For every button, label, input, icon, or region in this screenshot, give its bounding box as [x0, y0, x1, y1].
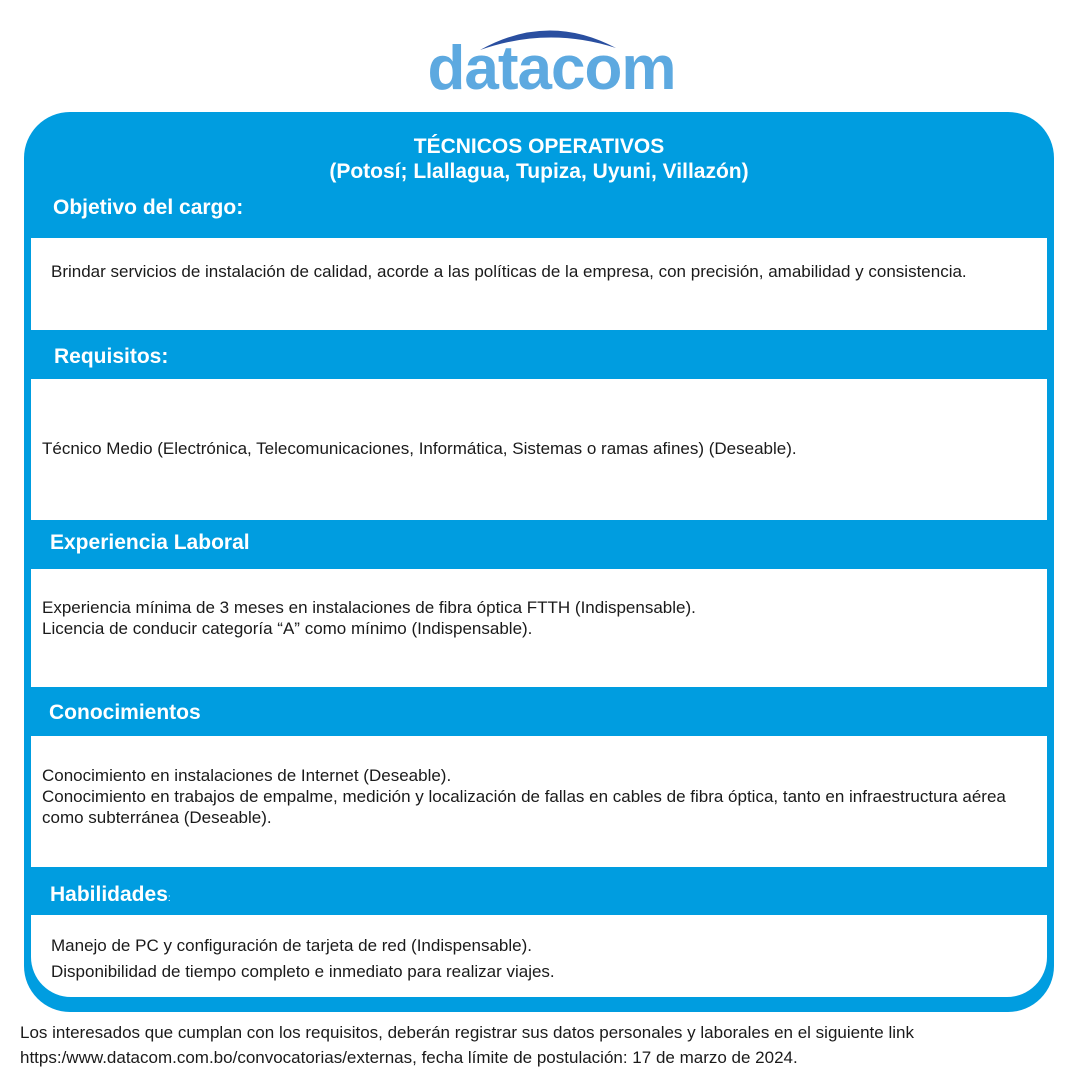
objetivo-panel — [31, 238, 1047, 330]
conocimientos-heading: Conocimientos — [49, 701, 201, 724]
logo-wordmark: datacom — [427, 34, 676, 103]
conocimientos-line-1: Conocimiento en instalaciones de Internet (Deseable). — [42, 766, 452, 785]
job-locations: (Potosí; Llallagua, Tupiza, Uyuni, Villazón) — [329, 160, 749, 183]
objetivo-text: Brindar servicios de instalación de calidad, acorde a las políticas de la empresa, con precisión, amabilidad y consistencia. — [51, 262, 967, 281]
requisitos-text: Técnico Medio (Electrónica, Telecomunicaciones, Informática, Sistemas o ramas afines) (Deseable). — [42, 439, 797, 458]
application-footer: Los interesados que cumplan con los requisitos, deberán registrar sus datos personales y laborales en el siguiente link https:/www.datacom.com.bo/convocatorias/externas, fecha límite de postulación: 17 de marzo de 2024. — [20, 1023, 914, 1067]
habilidades-heading-text: Habilidades — [50, 883, 168, 906]
conocimientos-line-2: Conocimiento en trabajos de empalme, medición y localización de fallas en cables de fibra óptica, tanto en infraestructura aérea como subterránea (Deseable). — [42, 787, 1006, 827]
job-title-line1: TÉCNICOS OPERATIVOS — [413, 135, 665, 158]
experiencia-panel — [31, 569, 1047, 687]
experiencia-line-1: Experiencia mínima de 3 meses en instalaciones de fibra óptica FTTH (Indispensable). — [42, 598, 696, 617]
objetivo-heading: Objetivo del cargo: — [53, 196, 244, 219]
experiencia-heading: Experiencia Laboral — [50, 531, 250, 554]
conocimientos-panel — [31, 736, 1047, 867]
requisitos-panel — [31, 379, 1047, 520]
requisitos-heading: Requisitos: — [54, 345, 169, 368]
datacom-logo — [0, 8, 1080, 103]
job-card — [24, 112, 1054, 1012]
habilidades-panel — [31, 915, 1047, 997]
experiencia-line-2: Licencia de conducir categoría “A” como mínimo (Indispensable). — [42, 619, 533, 638]
habilidades-line-1: Manejo de PC y configuración de tarjeta de red (Indispensable). — [51, 936, 533, 955]
habilidades-heading — [50, 882, 171, 912]
job-title — [24, 134, 1054, 184]
habilidades-heading-colon: : — [167, 893, 171, 904]
habilidades-line-2: Disponibilidad de tiempo completo e inmediato para realizar viajes. — [51, 962, 555, 981]
